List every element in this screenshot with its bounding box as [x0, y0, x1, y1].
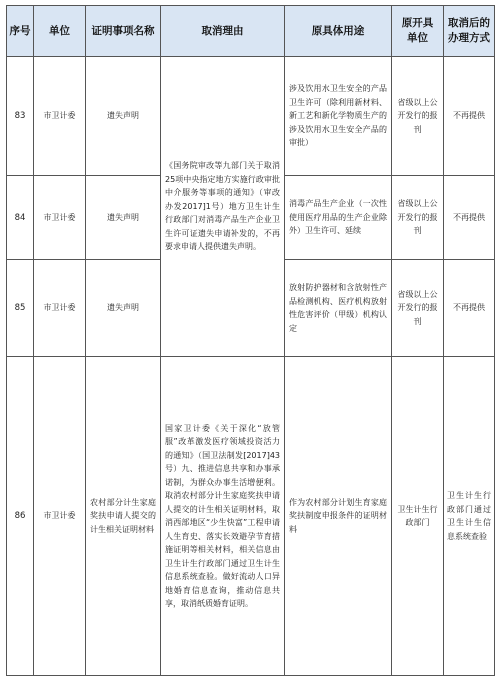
- header-reason: 取消理由: [201, 24, 244, 37]
- row-85-unit: 市卫计委: [43, 303, 76, 313]
- row-83-orig-unit: 省级以上公开发行的报刊: [397, 97, 438, 134]
- row-83-seq: 83: [14, 111, 26, 121]
- shared-reason: 《国务院审改等九部门关于取消25项中央指定地方实施行政审批中介服务等事项的通知》（审改办发2017]1号）地方卫生计生行政部门对消毒产品生产企业卫生许可证遗失申请补发的，不再要求申请人提供遗失声明。: [165, 161, 280, 252]
- header-seq: 序号: [9, 24, 31, 37]
- row-84-seq: 84: [14, 212, 26, 223]
- row-84-item: 遗失声明: [107, 212, 139, 222]
- row-86-item: 农村部分计生家庭奖扶申请人提交的计生相关证明材料: [90, 497, 156, 534]
- row-86-orig-unit: 卫生计生行政部门: [397, 504, 438, 527]
- row-84-usage: 消毒产品生产企业（一次性使用医疗用品的生产企业除外）卫生许可、延续: [289, 199, 387, 236]
- row-86-method: 卫生计生行政部门通过卫生计生信息系统查验: [447, 491, 491, 541]
- row-85-seq: 85: [14, 303, 26, 313]
- header-unit: 单位: [49, 24, 70, 37]
- header-item-name: 证明事项名称: [91, 24, 155, 37]
- header-usage: 原具体用途: [311, 24, 365, 37]
- header-orig-unit: 原开具单位: [401, 17, 434, 44]
- row-85-usage: 放射防护器材和含放射性产品检测机构、医疗机构放射性危害评价（甲级）机构认定: [289, 283, 387, 333]
- row-86-usage: 作为农村部分计划生育家庭奖扶制度申报条件的证明材料: [289, 497, 387, 534]
- row-84-orig-unit: 省级以上公开发行的报刊: [397, 199, 438, 236]
- row-83-usage: 涉及饮用水卫生安全的产品卫生许可（除利用新材料、新工艺和新化学物质生产的涉及饮用水卫生安全产品的审批）: [289, 84, 387, 148]
- row-84-unit: 市卫计委: [43, 212, 76, 222]
- row-83-method: 不再提供: [453, 111, 485, 121]
- header-method: 取消后的办理方式: [448, 17, 490, 44]
- row-85-orig-unit: 省级以上公开发行的报刊: [397, 289, 438, 326]
- certificate-cancellation-table: [6, 5, 495, 676]
- row-85-item: 遗失声明: [107, 303, 139, 313]
- row-83-unit: 市卫计委: [43, 111, 76, 121]
- row-86-unit: 市卫计委: [43, 511, 76, 521]
- row-83-item: 遗失声明: [107, 111, 139, 121]
- row-86-reason: 国家卫计委《关于深化“放管服”改革激发医疗领域投资活力的通知》（国卫法制发[2017]43号）九、推进信息共享和办事承诺制，为群众办事生活增便利。取消农村部分计生家庭奖扶申请人提交的计生相关证明材料，取消西部地区“少生快富”工程申请人生育史、落实长效避孕节育措施证明等相关材料，相关信息由卫生计生行政部门通过卫生计生信息系统查验。做好流动人口异地婚育信息查询，推动信息共享，取消纸质婚育证明。: [165, 423, 280, 608]
- row-86-seq: 86: [14, 511, 26, 521]
- row-84-method: 不再提供: [453, 212, 485, 222]
- row-85-method: 不再提供: [453, 303, 485, 313]
